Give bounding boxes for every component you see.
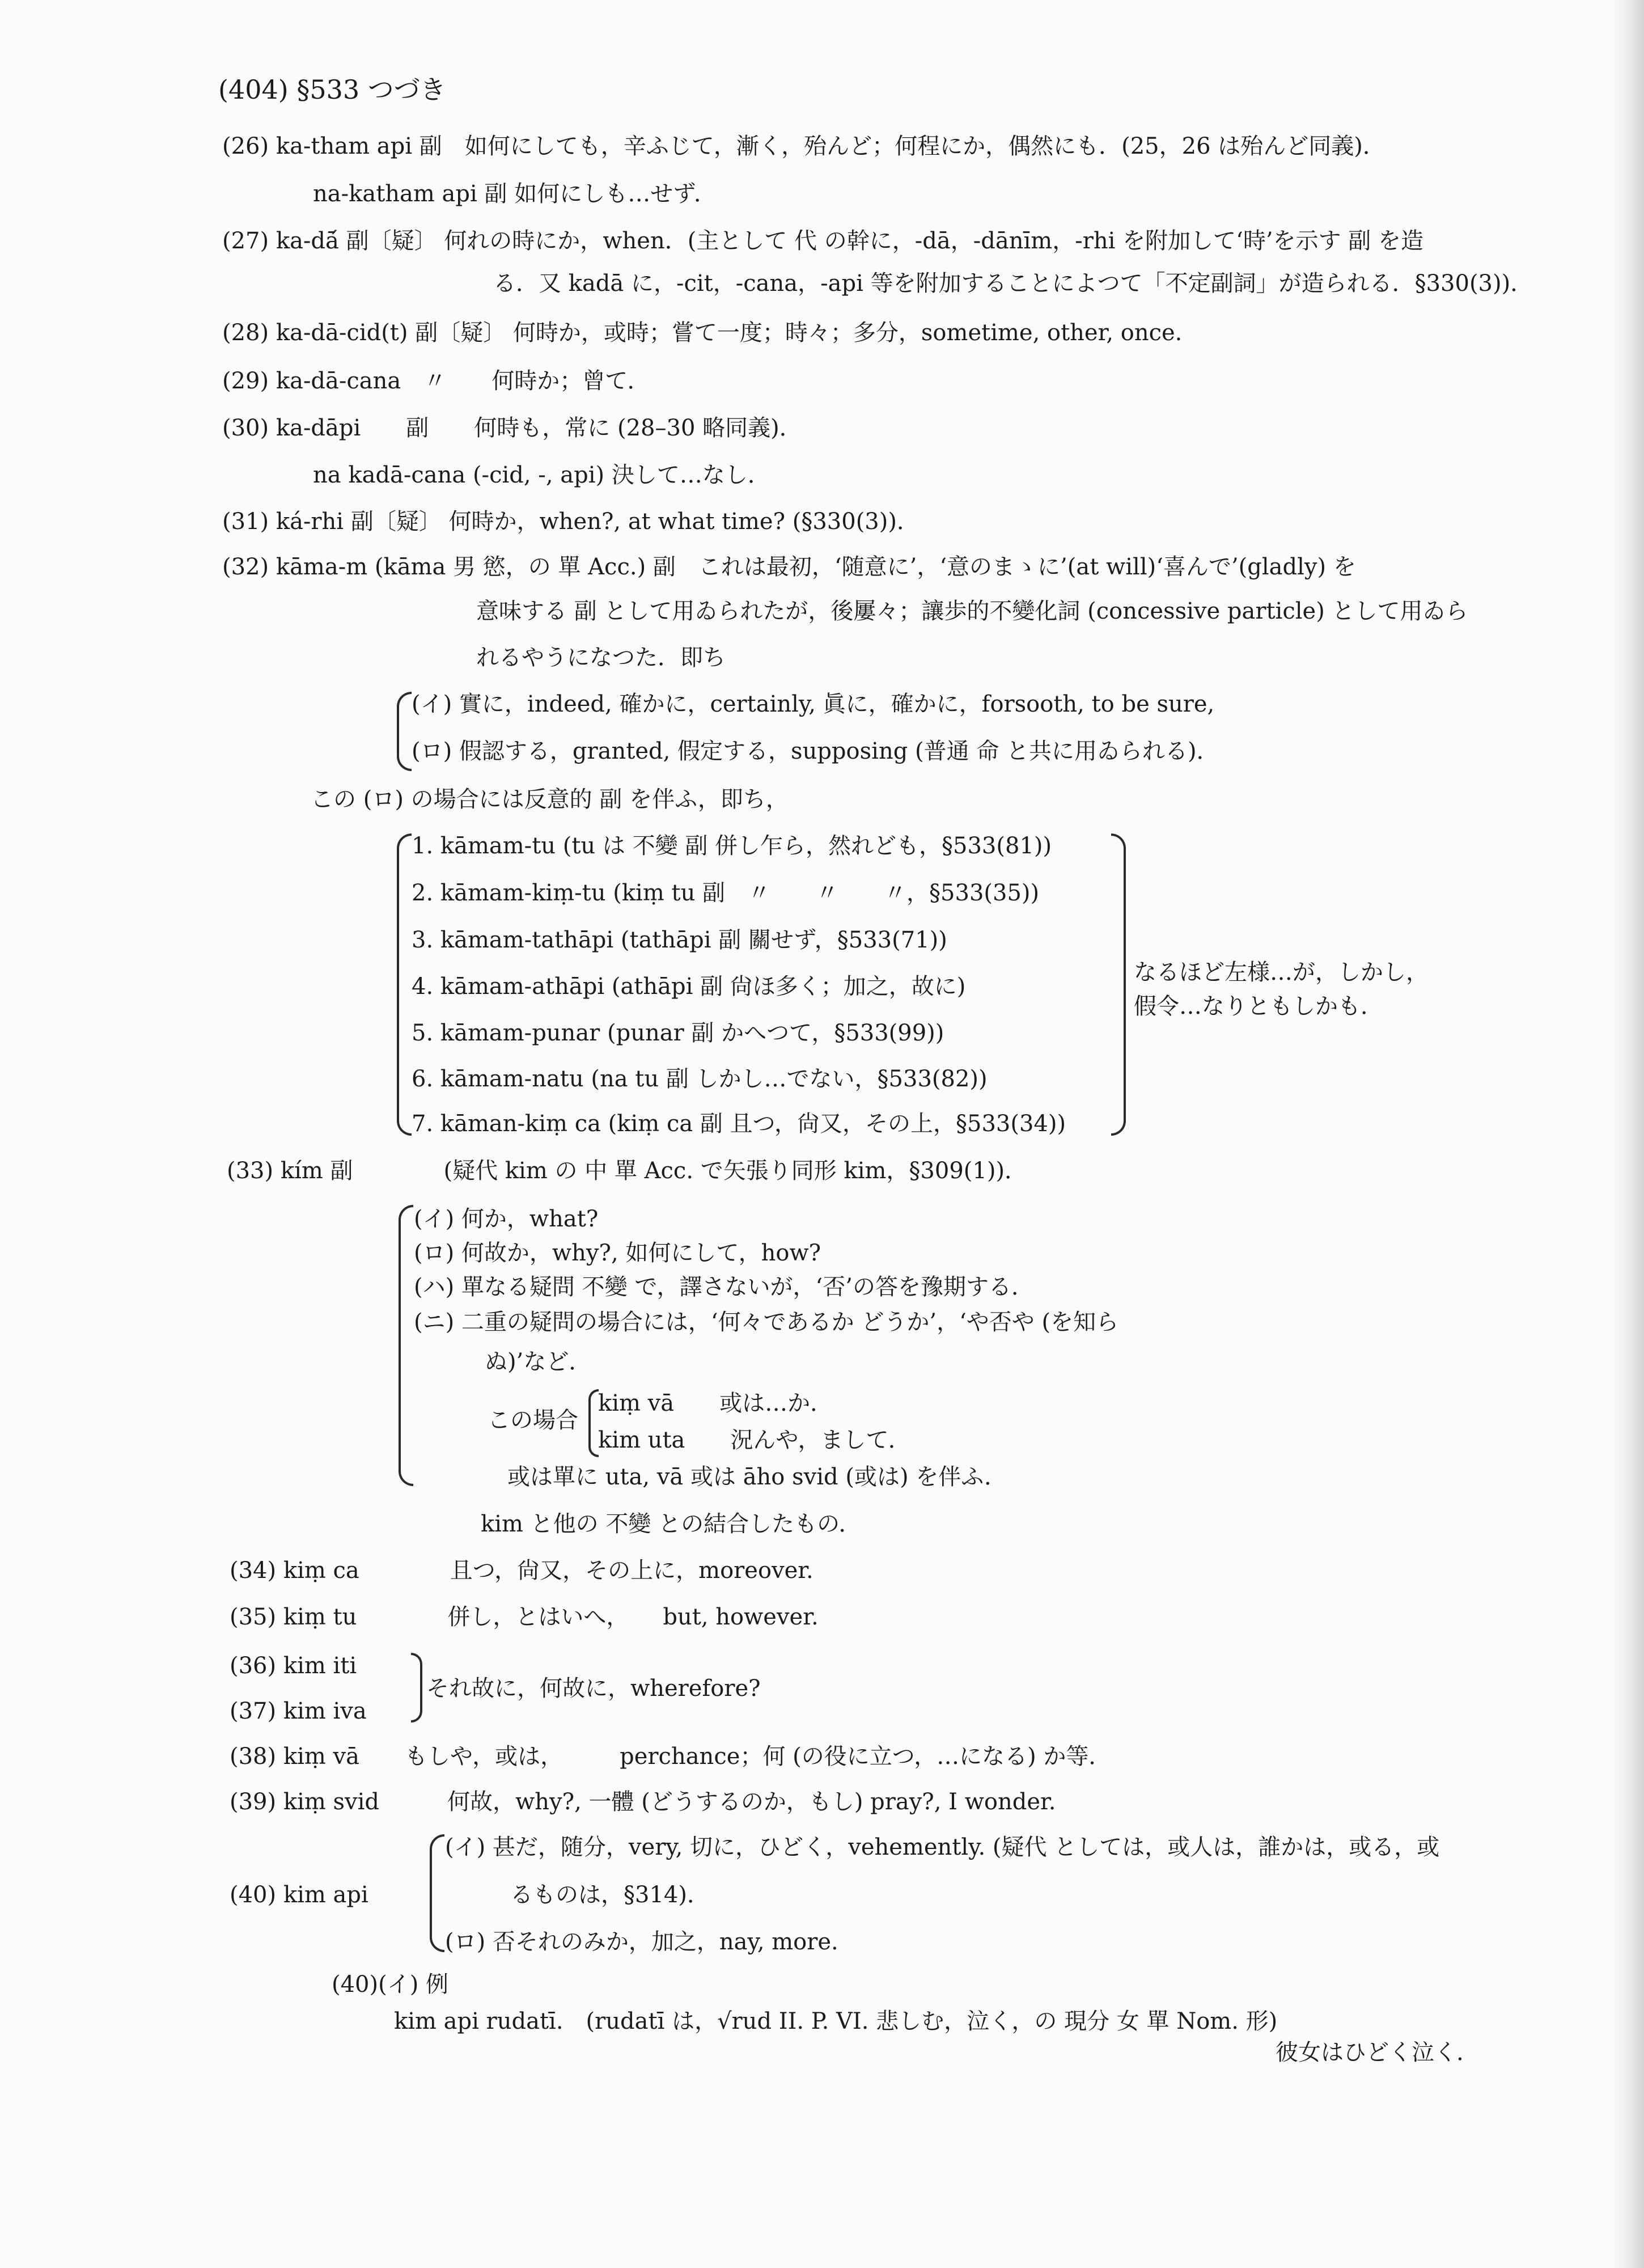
entry-33: (33) kím 副 (疑代 kim の 中 單 Acc. で矢張り同形 kim，§309(1))． [227, 1158, 1028, 1184]
entry-27-cont: る．又 kadā に，-cit，-cana，-api 等を附加することによつて「不定副詞」が造られる．§330(3))． [493, 270, 1533, 297]
entry-31: (31) ká-rhi 副〔疑〕 何時か，when?, at what time? (§330(3))． [222, 509, 920, 535]
brace-32 [397, 692, 412, 771]
entry-33-sense-ni-cont: ぬ)’など． [485, 1349, 592, 1375]
entry-32: (32) kāma-m (kāma 男 慾，の 單 Acc.) 副 これは最初，‘随意に’，‘意のまゝに’(at will)‘喜んで’(gladly) を [222, 554, 1356, 580]
brace-33 [399, 1205, 413, 1486]
example-label: (40)(イ) 例 [332, 1971, 449, 1998]
entry-36-37-gloss: それ故に，何故に，wherefore? [426, 1675, 761, 1702]
entry-34: (34) kiṃ ca 且つ，尙又，その上に，moreover. [230, 1558, 813, 1584]
example-translation: 彼女はひどく泣く． [1276, 2039, 1480, 2066]
entry-32-sense-ro: (ロ) 假認する，granted, 假定する，supposing (普通 命 と共に用ゐられる)． [412, 738, 1219, 764]
brace-36-37 [411, 1653, 422, 1723]
entry-35: (35) kiṃ tu 併し，とはいへ， but, however. [230, 1604, 819, 1630]
entry-29: (29) ka-dā-cana 〃 何時か；曾て． [222, 368, 650, 394]
brace-40 [430, 1834, 444, 1952]
brace-32-list-right [1111, 833, 1126, 1136]
entry-32-list-gloss-1: なるほど左様…が，しかし， [1134, 959, 1429, 985]
entry-32-cont-2: れるやうになつた．即ち [476, 645, 726, 671]
entry-40-sense-i: (イ) 甚だ，随分，very, 切に，ひどく，vehemently. (疑代 としては，或人は，誰かは，或る，或 [445, 1834, 1440, 1860]
entry-30: (30) ka-dāpi 副 何時も，常に (28–30 略同義)． [222, 415, 802, 441]
entry-32-sense-i: (イ) 實に，indeed, 確かに，certainly, 眞に，確かに，forsooth, to be sure, [412, 691, 1215, 717]
entry-37: (37) kim iva [230, 1698, 367, 1724]
entry-33-sense-ha: (ハ) 單なる疑問 不變 で，譯さないが，‘否’の答を豫期する． [414, 1274, 1034, 1300]
entry-32-note: この (ロ) の場合には反意的 副 を伴ふ，即ち， [311, 786, 789, 813]
entry-32-list-gloss-2: 假令…なりともしかも． [1134, 993, 1383, 1019]
entry-26-sub: na-katham api 副 如何にしも…せず． [313, 181, 717, 207]
entry-33-combination-note: kim と他の 不變 との結合したもの． [481, 1511, 862, 1537]
entry-32-list-1: 1. kāmam-tu (tu は 不變 副 併し乍ら，然れども，§533(81)) [412, 833, 1052, 859]
brace-32-list-left [397, 833, 412, 1136]
entry-40-sense-i-cont: るものは，§314)． [510, 1882, 710, 1908]
entry-32-cont-1: 意味する 副 として用ゐられたが，後屢々；讓歩的不變化詞 (concessive particle) として用ゐら [476, 598, 1468, 624]
entry-27: (27) ka-dā́ 副〔疑〕 何れの時にか，when．(主として 代 の幹に，-dā，-dānīm，-rhi を附加して‘時’を示す 副 を造 [222, 228, 1423, 254]
entry-33-case-label: この場合 [488, 1407, 578, 1433]
entry-38: (38) kiṃ vā もしや，或は， perchance；何 (の役に立つ，…になる) か等． [230, 1744, 1112, 1770]
entry-33-case-note: 或は單に uta, vā 或は āho svid (或は) を伴ふ． [507, 1464, 1007, 1490]
page-header: (404) §533 つづき [218, 74, 446, 105]
entry-32-list-7: 7. kāman-kiṃ ca (kiṃ ca 副 且つ，尙又，その上，§533(34)) [412, 1111, 1066, 1137]
brace-33-case [588, 1389, 599, 1457]
page-edge-shadow [1610, 0, 1644, 2268]
entry-30-sub: na kadā-cana (-cid, -, api) 決して…なし． [313, 462, 770, 488]
entry-40-sense-ro: (ロ) 否それのみか，加之，nay, more. [445, 1929, 838, 1955]
entry-33-sense-i: (イ) 何か，what? [414, 1206, 599, 1232]
entry-39: (39) kiṃ svid 何故，why?, 一體 (どうするのか，もし) pray?, I wonder. [230, 1789, 1056, 1815]
example-sentence: kim api rudatī. (rudatī は，√rud II. P. VI. 悲しむ，泣く，の 現分 女 單 Nom. 形) [394, 2008, 1278, 2034]
entry-26: (26) ka-tham api 副 如何にしても，辛ふじて，漸く，殆んど；何程にか，偶然にも．(25，26 は殆んど同義)． [222, 133, 1385, 159]
entry-32-list-4: 4. kāmam-athāpi (athāpi 副 尙ほ多く；加之，故に) [412, 974, 966, 1000]
entry-40-headword: (40) kim api [230, 1882, 368, 1908]
entry-32-list-3: 3. kāmam-tathāpi (tathāpi 副 關せず，§533(71)) [412, 927, 947, 953]
entry-32-list-5: 5. kāmam-punar (punar 副 かへつて，§533(99)) [412, 1020, 944, 1046]
entry-33-case-1: kiṃ vā 或は…か． [598, 1390, 833, 1416]
entry-32-list-6: 6. kāmam-natu (na tu 副 しかし…でない，§533(82)) [412, 1066, 988, 1092]
entry-28: (28) ka-dā-cid(t) 副〔疑〕 何時か，或時；嘗て一度；時々；多分，sometime, other, once. [222, 320, 1183, 346]
entry-33-sense-ro: (ロ) 何故か，why?, 如何にして，how? [414, 1240, 821, 1266]
entry-32-list-2: 2. kāmam-kiṃ-tu (kiṃ tu 副 〃 〃 〃，§533(35)) [412, 880, 1040, 906]
entry-33-sense-ni: (ニ) 二重の疑問の場合には，‘何々であるか どうか’，‘や否や (を知ら [414, 1309, 1119, 1335]
entry-33-case-2: kim uta 況んや，まして． [598, 1427, 911, 1453]
entry-36: (36) kim iti [230, 1653, 357, 1679]
